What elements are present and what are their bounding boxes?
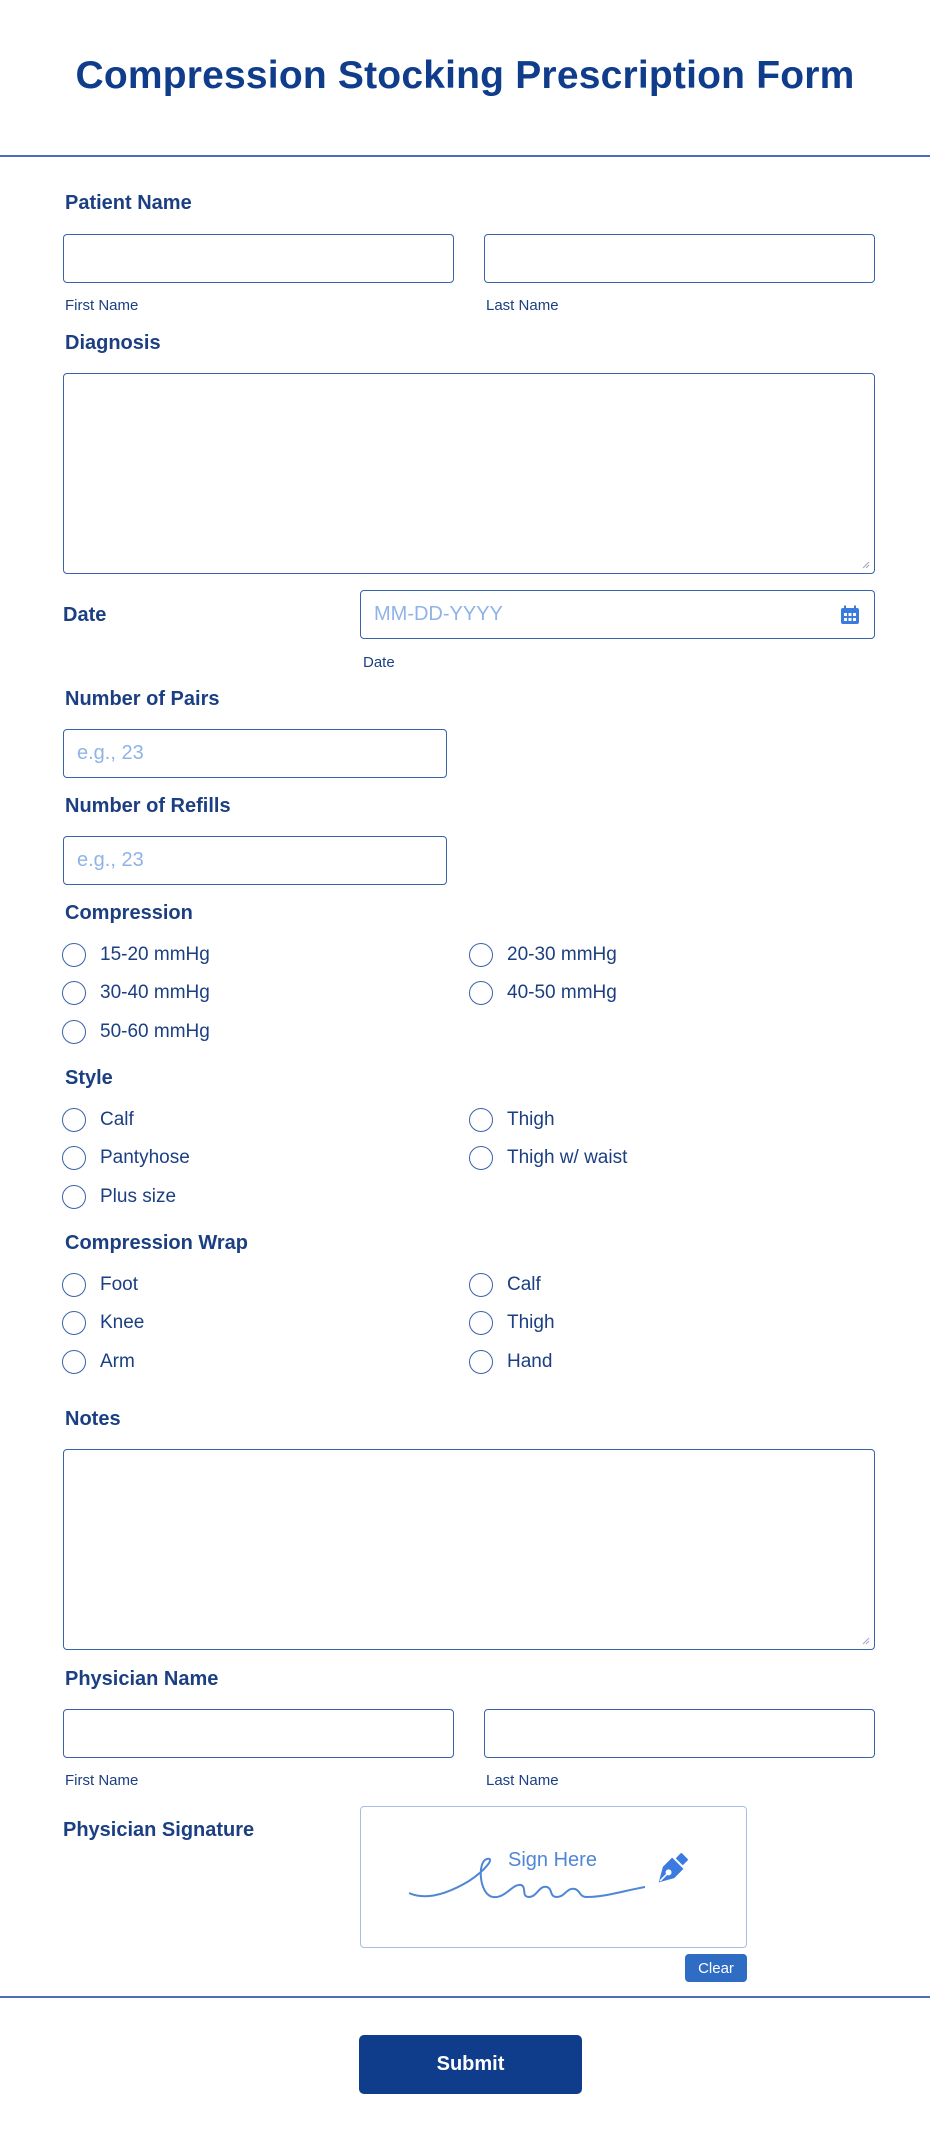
style-option-label: Plus size xyxy=(100,1186,177,1207)
pen-icon xyxy=(648,1849,692,1893)
wrap-option-label: Knee xyxy=(100,1312,145,1333)
pairs-placeholder: e.g., 23 xyxy=(77,742,144,764)
wrap-option-label: Arm xyxy=(100,1351,135,1372)
wrap-option-label: Calf xyxy=(507,1274,541,1295)
compression-radio-40-50[interactable] xyxy=(469,981,493,1005)
wrap-radio-arm[interactable] xyxy=(62,1350,86,1374)
date-label: Date xyxy=(63,604,107,626)
wrap-radio-thigh[interactable] xyxy=(469,1311,493,1335)
compression-option-label: 15-20 mmHg xyxy=(100,944,210,965)
signature-pad[interactable] xyxy=(360,1806,747,1948)
patient-first-name-sublabel: First Name xyxy=(65,297,139,314)
style-radio-thigh-waist[interactable] xyxy=(469,1146,493,1170)
compression-option-label: 20-30 mmHg xyxy=(507,944,617,965)
patient-first-name-input[interactable] xyxy=(63,234,454,283)
date-input[interactable] xyxy=(360,590,875,639)
footer-divider xyxy=(0,1996,930,1998)
pairs-label: Number of Pairs xyxy=(65,688,220,710)
compression-radio-30-40[interactable] xyxy=(62,981,86,1005)
patient-name-label: Patient Name xyxy=(65,192,192,214)
date-sublabel: Date xyxy=(363,654,395,671)
notes-textarea[interactable] xyxy=(63,1449,875,1650)
refills-input[interactable] xyxy=(63,836,447,885)
patient-last-name-input[interactable] xyxy=(484,234,875,283)
physician-name-label: Physician Name xyxy=(65,1668,219,1690)
refills-placeholder: e.g., 23 xyxy=(77,849,144,871)
physician-last-name-sublabel: Last Name xyxy=(486,1772,559,1789)
compression-radio-20-30[interactable] xyxy=(469,943,493,967)
style-option-label: Pantyhose xyxy=(100,1147,190,1168)
compression-label: Compression xyxy=(65,902,193,924)
pairs-input[interactable] xyxy=(63,729,447,778)
compression-radio-50-60[interactable] xyxy=(62,1020,86,1044)
wrap-radio-calf[interactable] xyxy=(469,1273,493,1297)
notes-label: Notes xyxy=(65,1408,121,1430)
style-radio-plus-size[interactable] xyxy=(62,1185,86,1209)
form-title: Compression Stocking Prescription Form xyxy=(75,54,855,97)
header-divider xyxy=(0,155,930,157)
style-label: Style xyxy=(65,1067,113,1089)
wrap-option-label: Foot xyxy=(100,1274,139,1295)
resize-handle-icon[interactable] xyxy=(860,1635,870,1645)
compression-radio-15-20[interactable] xyxy=(62,943,86,967)
style-radio-pantyhose[interactable] xyxy=(62,1146,86,1170)
clear-signature-button[interactable]: Clear xyxy=(685,1954,747,1982)
style-option-label: Thigh w/ waist xyxy=(507,1147,628,1168)
physician-first-name-input[interactable] xyxy=(63,1709,454,1758)
wrap-option-label: Thigh xyxy=(507,1312,555,1333)
diagnosis-label: Diagnosis xyxy=(65,332,161,354)
wrap-label: Compression Wrap xyxy=(65,1232,248,1254)
style-radio-calf[interactable] xyxy=(62,1108,86,1132)
physician-first-name-sublabel: First Name xyxy=(65,1772,139,1789)
sign-here-prompt: Sign Here xyxy=(508,1849,597,1871)
submit-button[interactable]: Submit xyxy=(359,2035,582,2094)
resize-handle-icon[interactable] xyxy=(860,559,870,569)
physician-last-name-input[interactable] xyxy=(484,1709,875,1758)
compression-option-label: 40-50 mmHg xyxy=(507,982,617,1003)
wrap-radio-knee[interactable] xyxy=(62,1311,86,1335)
wrap-radio-hand[interactable] xyxy=(469,1350,493,1374)
calendar-icon[interactable] xyxy=(840,605,860,625)
refills-label: Number of Refills xyxy=(65,795,231,817)
style-option-label: Calf xyxy=(100,1109,134,1130)
compression-option-label: 50-60 mmHg xyxy=(100,1021,210,1042)
patient-last-name-sublabel: Last Name xyxy=(486,297,559,314)
style-radio-thigh[interactable] xyxy=(469,1108,493,1132)
date-placeholder: MM-DD-YYYY xyxy=(374,603,503,625)
wrap-option-label: Hand xyxy=(507,1351,553,1372)
style-option-label: Thigh xyxy=(507,1109,555,1130)
wrap-radio-foot[interactable] xyxy=(62,1273,86,1297)
signature-label: Physician Signature xyxy=(63,1819,255,1841)
compression-option-label: 30-40 mmHg xyxy=(100,982,210,1003)
diagnosis-textarea[interactable] xyxy=(63,373,875,574)
